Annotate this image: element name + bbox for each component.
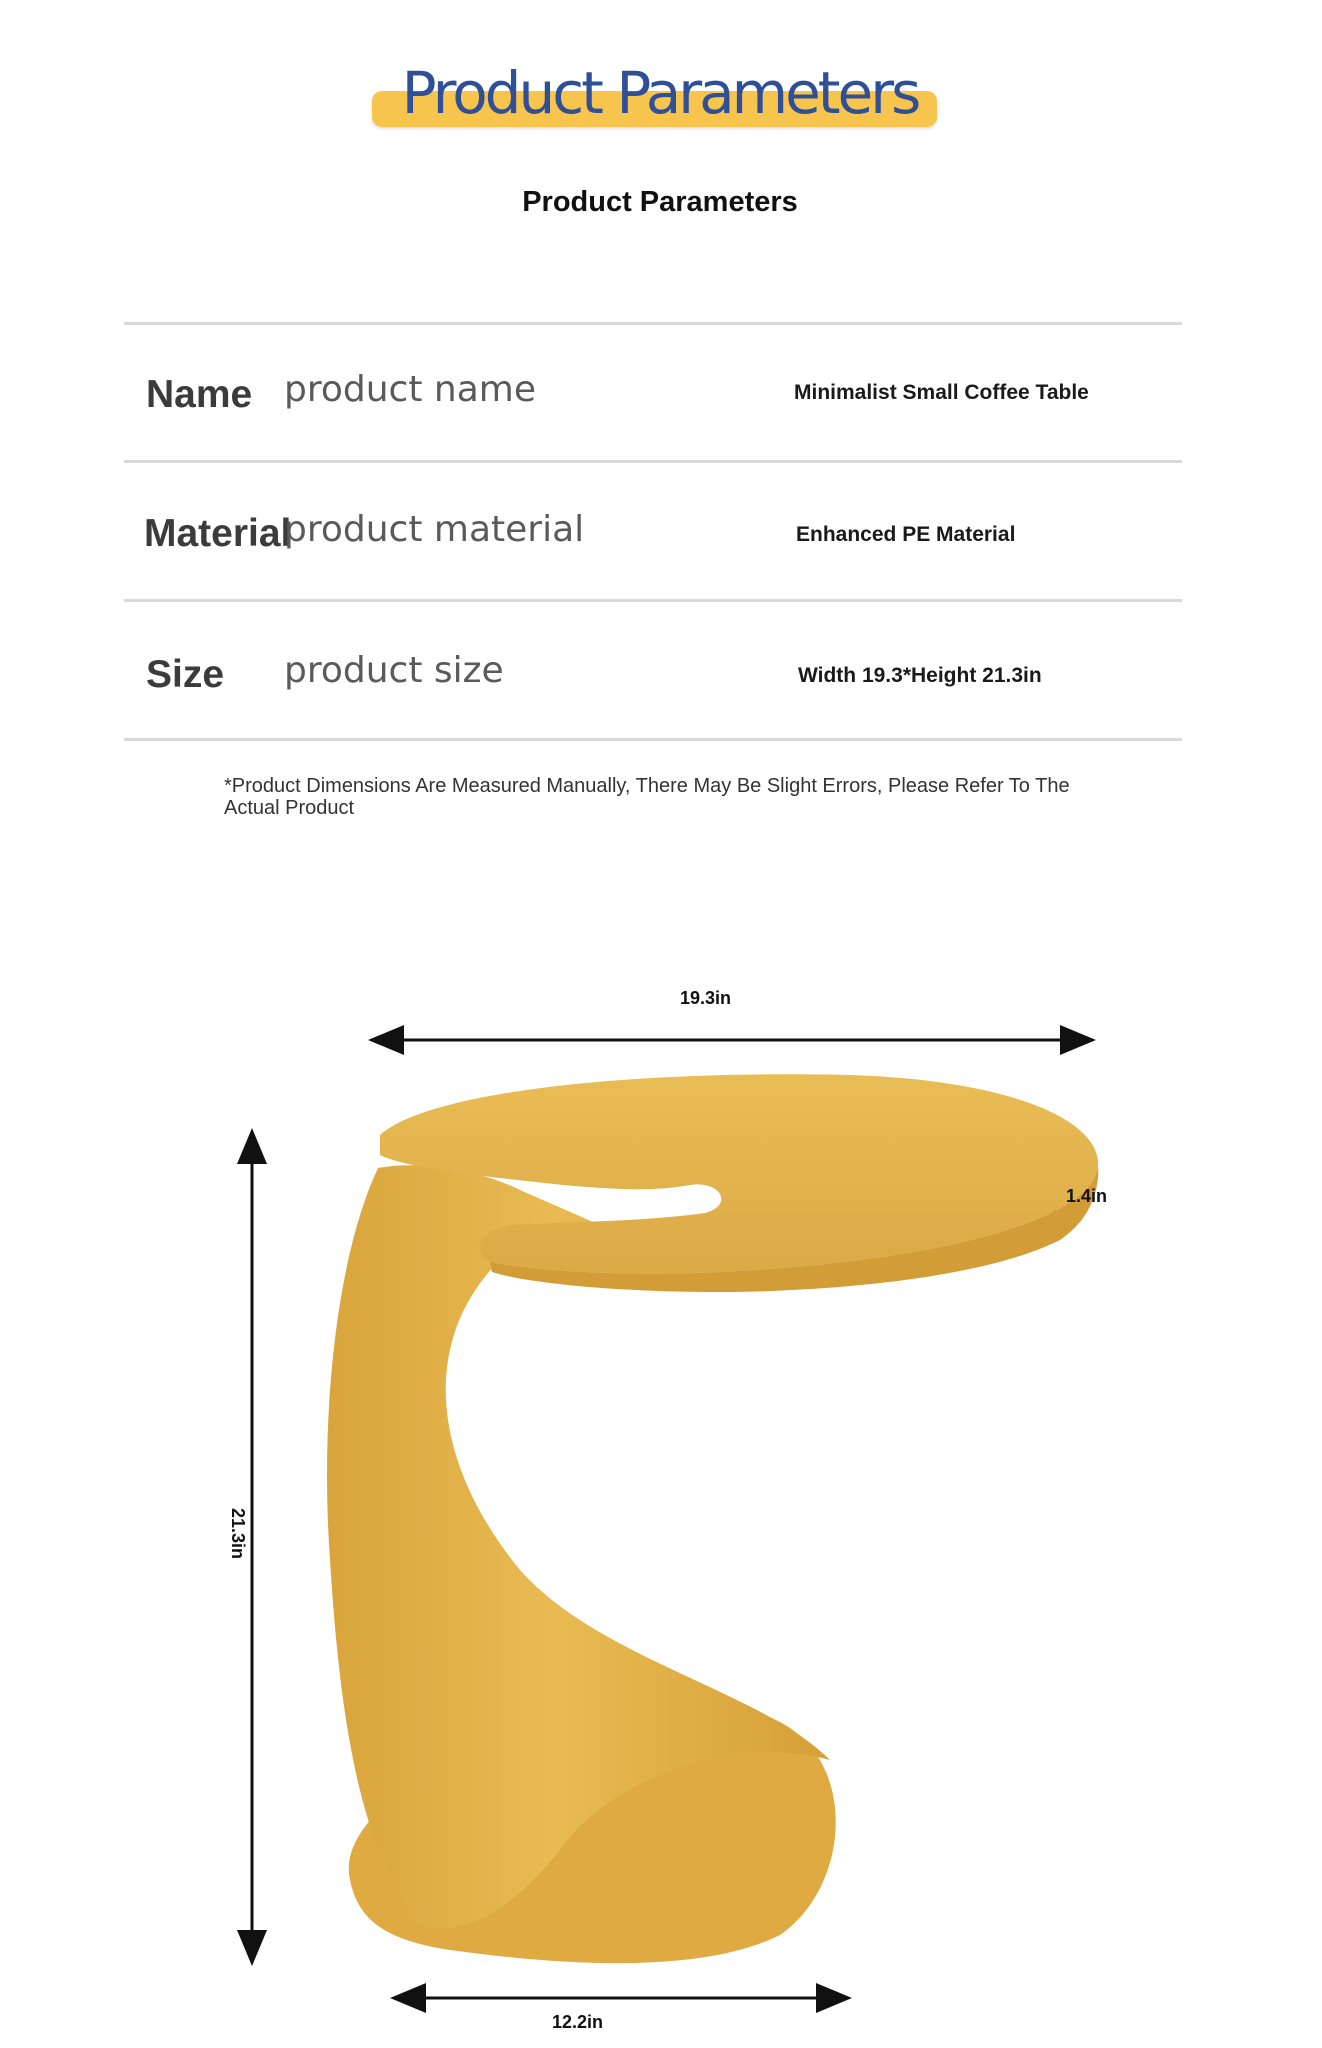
param-label-material: Material [144,512,292,555]
height-dimension-label: 21.3in [228,1508,248,1560]
width-dimension-label: 19.3in [680,988,732,1008]
section-title: Product Parameters [522,186,798,218]
banner-title: Product Parameters [401,59,919,127]
base-dimension-label: 12.2in [552,2012,604,2032]
param-value-name: Minimalist Small Coffee Table [794,381,1089,404]
measurement-note: *Product Dimensions Are Measured Manually, There May Be Slight Errors, Please Refer To The Actual Product [224,775,1070,819]
param-label-name: Name [146,373,253,416]
param-desc-name: product name [284,369,536,410]
param-desc-size: product size [284,650,504,691]
param-label-size: Size [146,653,225,696]
param-desc-material: product material [284,509,585,550]
param-value-size: Width 19.3*Height 21.3in [798,664,1042,687]
param-value-material: Enhanced PE Material [796,523,1016,546]
thickness-dimension-label: 1.4in [1066,1186,1108,1206]
